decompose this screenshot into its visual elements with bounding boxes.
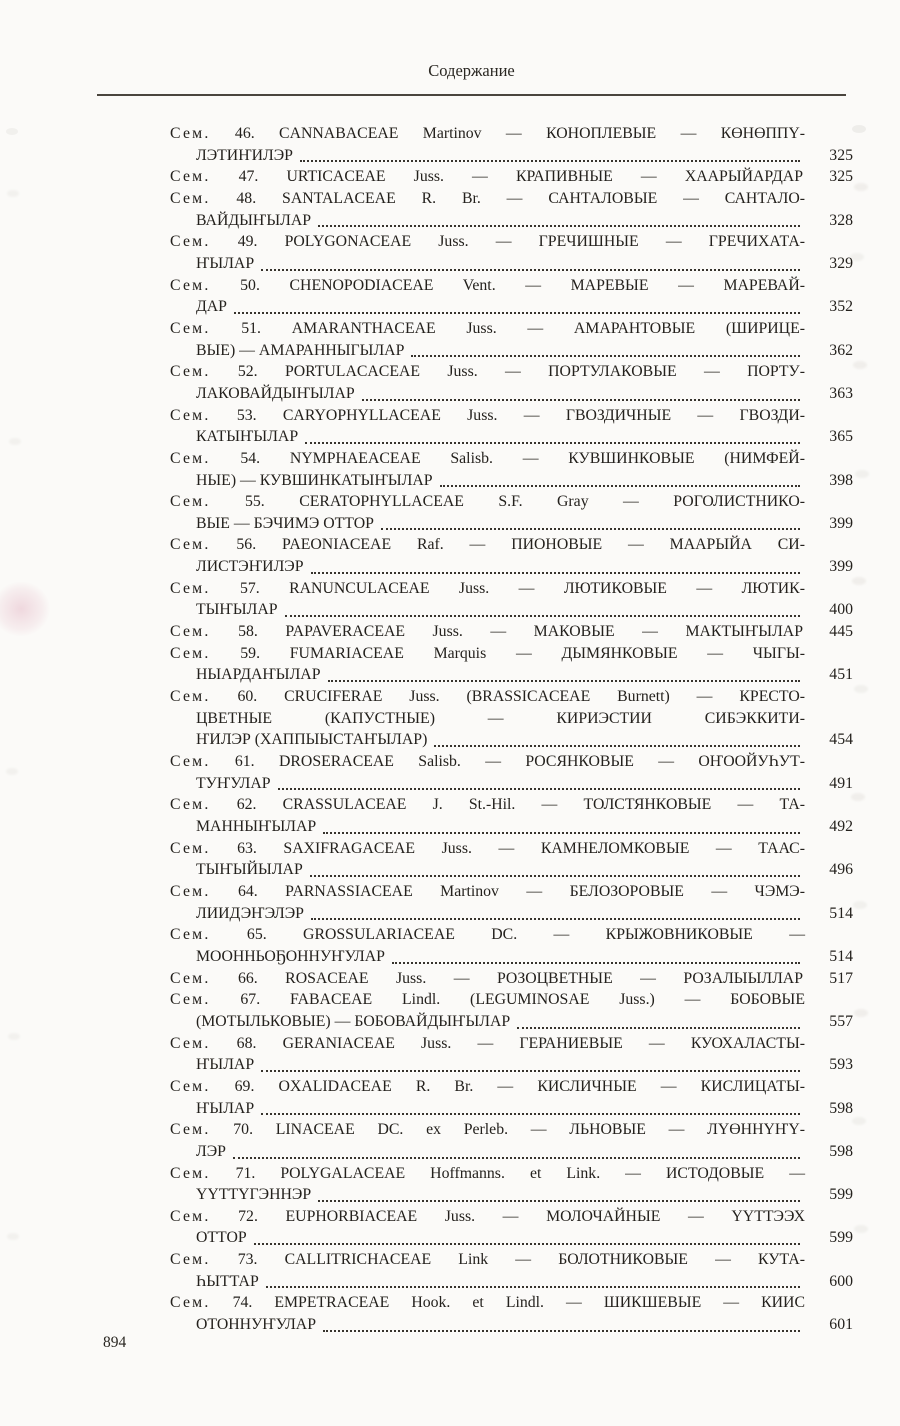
toc-entry-text: PARNASSIACEAE Martinov — БЕЛОЗОРОВЫЕ — ЧЭМЭ- <box>285 882 805 900</box>
toc-entry <box>170 989 853 1032</box>
toc-entry <box>170 123 853 166</box>
toc-line <box>170 816 853 838</box>
toc-page-number: 598 <box>829 1142 853 1160</box>
toc-line-text: ОТТОР <box>196 1229 247 1247</box>
header-rule <box>97 94 846 96</box>
toc-entry-text: SAXIFRAGACEAE Juss. — КАМНЕЛОМКОВЫЕ — ТААС- <box>283 839 805 857</box>
toc-entry-text: NYMPHAEACEAE Salisb. — КУВШИНКОВЫЕ (НИМФЕЙ- <box>289 449 805 467</box>
toc-entry <box>170 491 853 534</box>
toc-line <box>170 470 853 492</box>
toc-line <box>170 210 853 232</box>
family-number: 51. <box>210 319 292 337</box>
toc-line <box>170 1227 853 1249</box>
family-label: Сем. <box>170 969 211 987</box>
toc-entry <box>170 1076 853 1119</box>
toc-page-number: 601 <box>829 1316 853 1334</box>
toc-page-number: 400 <box>829 601 853 619</box>
toc-line <box>170 513 853 535</box>
toc-line <box>170 231 853 253</box>
dot-leader <box>305 442 800 444</box>
toc-line-text: МАННЫҤЫЛАР <box>196 818 317 835</box>
toc-page-number: 600 <box>829 1272 853 1290</box>
toc-entry-text: URTICACEAE Juss. — КРАПИВНЫЕ — ХААРЫЙАРДАР <box>286 168 803 186</box>
toc-line-text: ҺЫТТАР <box>196 1272 259 1290</box>
family-number: 70. <box>210 1121 276 1139</box>
toc-line-text: ВАЙДЫҤЫЛАР <box>196 211 312 229</box>
toc-entry <box>170 361 853 404</box>
toc-entry-text: PAEONIACEAE Raf. — ПИОНОВЫЕ — МААРЫЙА СИ- <box>281 536 805 554</box>
family-number: 49. <box>210 233 285 251</box>
family-number: 55. <box>210 493 300 511</box>
toc-entry-text: CALLITRICHACEAE Link — БОЛОТНИКОВЫЕ — КУТА- <box>284 1251 805 1269</box>
toc-line-text: ОТОННУҤУЛАР <box>196 1316 317 1334</box>
family-number: 63. <box>210 839 284 857</box>
toc-line <box>170 621 853 643</box>
toc-entry <box>170 686 853 751</box>
toc-page-number: 325 <box>829 168 853 186</box>
toc-line-text: ҮҮТТҮГЭННЭР <box>196 1186 312 1204</box>
dot-leader <box>261 269 800 271</box>
family-label: Сем. <box>170 363 211 381</box>
toc-entry-text: CERATOPHYLLACEAE S.F. Gray — РОГОЛИСТНИКО- <box>299 493 805 511</box>
toc-line <box>170 1119 853 1141</box>
family-number: 73. <box>210 1251 285 1269</box>
toc-line <box>170 664 853 686</box>
toc-line <box>170 903 853 925</box>
family-number: 62. <box>210 796 283 814</box>
toc-line <box>170 859 853 881</box>
family-label: Сем. <box>170 1207 211 1225</box>
family-label: Сем. <box>170 1251 211 1269</box>
toc-entry <box>170 1292 853 1335</box>
toc-entry <box>170 1163 853 1206</box>
toc-entry-text: DROSERACEAE Salisb. — РОСЯНКОВЫЕ — ОҤООЙУҺУТ- <box>278 753 805 771</box>
family-label: Сем. <box>170 189 211 207</box>
family-label: Сем. <box>170 449 211 467</box>
family-number: 47. <box>210 168 287 186</box>
family-label: Сем. <box>170 1294 211 1312</box>
toc-line <box>170 578 853 600</box>
family-label: Сем. <box>170 882 211 900</box>
toc-list <box>170 123 853 1336</box>
toc-line <box>170 946 853 968</box>
family-number: 57. <box>210 579 290 597</box>
toc-line-text: ҤИЛЭР (ХАППЫЫСТАҤЫЛАР) <box>196 731 428 749</box>
family-number: 69. <box>210 1077 279 1095</box>
pink-ink-stain <box>0 572 60 646</box>
toc-line <box>170 924 853 946</box>
page-header-title: Содержание <box>428 61 515 80</box>
family-label: Сем. <box>170 796 211 814</box>
toc-entry <box>170 751 853 794</box>
toc-line-text: ҤЫЛАР <box>196 1099 255 1117</box>
dot-leader <box>266 1286 800 1288</box>
family-label: Сем. <box>170 168 211 186</box>
toc-page-number: 451 <box>829 666 853 684</box>
toc-line-text: НЫАРДАҤЫЛАР <box>196 666 321 684</box>
dot-leader <box>411 355 800 357</box>
dot-leader <box>318 225 800 227</box>
toc-page-number: 363 <box>829 384 853 402</box>
dot-leader <box>392 962 800 964</box>
toc-line-text: ЛЭТИҤИЛЭР <box>196 146 293 164</box>
dot-leader <box>261 1070 800 1072</box>
toc-entry <box>170 318 853 361</box>
toc-line-text: ДАР <box>196 298 227 316</box>
toc-line <box>170 1163 853 1185</box>
toc-page-number: 599 <box>829 1229 853 1247</box>
toc-line <box>170 686 853 708</box>
toc-line <box>170 838 853 860</box>
dot-leader <box>323 832 800 834</box>
toc-entry <box>170 794 853 837</box>
family-number: 67. <box>210 991 290 1009</box>
toc-line <box>170 556 853 578</box>
toc-line <box>170 1098 853 1120</box>
dot-leader <box>381 528 800 530</box>
family-number: 60. <box>210 688 285 706</box>
toc-page-number: 496 <box>829 861 853 879</box>
toc-entry <box>170 448 853 491</box>
toc-page-number: 329 <box>829 254 853 272</box>
family-label: Сем. <box>170 276 211 294</box>
toc-line-text: НЫЕ) — КУВШИНКАТЫҤЫЛАР <box>196 471 433 489</box>
family-number: 71. <box>210 1164 281 1182</box>
toc-line <box>170 881 853 903</box>
family-label: Сем. <box>170 926 211 944</box>
dot-leader <box>328 680 801 682</box>
family-number: 74. <box>210 1294 275 1312</box>
toc-entry-text: CARYOPHYLLACEAE Juss. — ГВОЗДИЧНЫЕ — ГВОЗДИ- <box>282 406 805 424</box>
family-label: Сем. <box>170 406 211 424</box>
dot-leader <box>254 1243 800 1245</box>
toc-entry <box>170 405 853 448</box>
toc-entry-text: CRUCIFERAE Juss. (BRASSICACEAE Burnett) — КРЕСТО- <box>284 688 805 706</box>
family-number: 58. <box>210 623 286 641</box>
family-label: Сем. <box>170 493 211 511</box>
toc-page-number: 557 <box>829 1012 853 1030</box>
toc-line <box>170 1054 853 1076</box>
family-number: 48. <box>210 189 283 207</box>
toc-entry-text: LINACEAE DC. ex Perleb. — ЛЬНОВЫЕ — ЛҮӨННҮҤҮ- <box>275 1121 805 1139</box>
family-label: Сем. <box>170 753 211 771</box>
toc-page-number: 325 <box>829 146 853 164</box>
toc-line <box>170 123 853 145</box>
toc-entry <box>170 1033 853 1076</box>
toc-page-number: 514 <box>829 947 853 965</box>
toc-line <box>170 405 853 427</box>
toc-entry-text: PAPAVERACEAE Juss. — МАКОВЫЕ — МАКТЫҤЫЛАР <box>285 623 803 641</box>
toc-line-text <box>170 621 809 643</box>
family-number: 66. <box>210 969 286 987</box>
toc-line-text: ВЫЕ) — АМАРАННЫГЫЛАР <box>196 341 405 359</box>
toc-line-text: (МОТЫЛЬКОВЫЕ) — БОБОВАЙДЫҤЫЛАР <box>196 1012 511 1030</box>
toc-entry <box>170 1249 853 1292</box>
dot-leader <box>323 1330 800 1332</box>
toc-entry-text: POLYGONACEAE Juss. — ГРЕЧИШНЫЕ — ГРЕЧИХАТА- <box>284 233 805 251</box>
toc-line <box>170 599 853 621</box>
toc-line <box>170 643 853 665</box>
toc-entry <box>170 621 853 643</box>
dot-leader <box>311 572 800 574</box>
toc-entry <box>170 578 853 621</box>
toc-page-number: 399 <box>829 514 853 532</box>
toc-line <box>170 1184 853 1206</box>
family-label: Сем. <box>170 1077 211 1095</box>
toc-page-number: 491 <box>829 774 853 792</box>
toc-entry <box>170 534 853 577</box>
family-label: Сем. <box>170 536 211 554</box>
toc-line <box>170 1141 853 1163</box>
family-label: Сем. <box>170 991 211 1009</box>
dot-leader <box>278 788 800 790</box>
toc-page-number: 399 <box>829 558 853 576</box>
toc-line <box>170 145 853 167</box>
toc-page-number: 362 <box>829 341 853 359</box>
toc-line <box>170 1206 853 1228</box>
toc-line <box>170 275 853 297</box>
toc-entry <box>170 643 853 686</box>
toc-line <box>170 383 853 405</box>
toc-line-text: ЛЭР <box>196 1142 226 1160</box>
family-label: Сем. <box>170 1034 211 1052</box>
toc-line <box>170 491 853 513</box>
toc-line <box>170 426 853 448</box>
toc-line <box>170 534 853 556</box>
toc-line-text: КАТЫҤЫЛАР <box>196 428 299 446</box>
toc-line <box>170 773 853 795</box>
toc-line-text <box>170 968 809 990</box>
toc-page-number: 454 <box>829 731 853 749</box>
toc-line <box>170 1011 853 1033</box>
family-number: 52. <box>210 363 285 381</box>
toc-line-text: ТЫҤЫЙЫЛАР <box>196 861 303 879</box>
toc-line <box>170 794 853 816</box>
toc-entry <box>170 231 853 274</box>
toc-line <box>170 1033 853 1055</box>
family-label: Сем. <box>170 688 211 706</box>
toc-page-number: 352 <box>829 298 853 316</box>
toc-line <box>170 253 853 275</box>
toc-line <box>170 448 853 470</box>
toc-entry-text: ROSACEAE Juss. — РОЗОЦВЕТНЫЕ — РОЗАЛЫЫЛЛАР <box>285 969 803 987</box>
toc-page-number: 598 <box>829 1099 853 1117</box>
toc-line-text <box>170 166 809 188</box>
dot-leader <box>261 1113 800 1115</box>
toc-line-text: ВЫЕ — БЭЧИМЭ ОТТОР <box>196 514 374 532</box>
toc-entry <box>170 838 853 881</box>
toc-line-text: ЛИИДЭҤЭЛЭР <box>196 904 304 922</box>
family-label: Сем. <box>170 623 211 641</box>
dot-leader <box>440 485 800 487</box>
family-number: 56. <box>210 536 282 554</box>
toc-page-number: 593 <box>829 1056 853 1074</box>
toc-line <box>170 1076 853 1098</box>
family-label: Сем. <box>170 125 211 142</box>
family-label: Сем. <box>170 579 211 597</box>
family-number: 72. <box>210 1207 286 1225</box>
toc-entry-text: CRASSULACEAE J. St.-Hil. — ТОЛСТЯНКОВЫЕ — ТА- <box>282 796 805 814</box>
dot-leader <box>300 160 800 162</box>
toc-line <box>170 340 853 362</box>
family-label: Сем. <box>170 1121 211 1139</box>
toc-line <box>170 1314 853 1336</box>
family-number: 68. <box>210 1034 283 1052</box>
toc-entry <box>170 881 853 924</box>
family-label: Сем. <box>170 1164 211 1182</box>
family-number: 50. <box>210 276 290 294</box>
toc-line-text: ЛИСТЭҤИЛЭР <box>196 558 304 576</box>
toc-line: ЦВЕТНЫЕ (КАПУСТНЫЕ) — КИРИЭСТИИ СИБЭККИТИ- <box>196 709 805 727</box>
family-number: 46. <box>210 125 280 142</box>
family-label: Сем. <box>170 233 211 251</box>
dot-leader <box>311 918 800 920</box>
dot-leader <box>234 312 800 314</box>
toc-entry-text: POLYGALACEAE Hoffmanns. et Link. — ИСТОДОВЫЕ — <box>280 1164 805 1182</box>
bleed-through-marks-left <box>6 128 18 135</box>
toc-entry-text: FUMARIACEAE Marquis — ДЫМЯНКОВЫЕ — ЧЫГЫ- <box>289 644 805 662</box>
family-label: Сем. <box>170 319 211 337</box>
family-number: 53. <box>210 406 283 424</box>
family-number: 64. <box>210 882 286 900</box>
dot-leader <box>434 745 800 747</box>
toc-entry-text: GROSSULARIACEAE DC. — КРЫЖОВНИКОВЫЕ — <box>303 926 805 944</box>
toc-page-number: 514 <box>829 904 853 922</box>
family-number: 65. <box>210 926 304 944</box>
toc-line <box>170 729 853 751</box>
toc-entry-text: GERANIACEAE Juss. — ГЕРАНИЕВЫЕ — КУОХАЛАСТЫ- <box>282 1034 805 1052</box>
toc-page-number: 365 <box>829 428 853 446</box>
toc-line-text: ЛАКОВАЙДЫҤЫЛАР <box>196 384 355 402</box>
family-label: Сем. <box>170 839 211 857</box>
bleed-through-marks-right <box>852 125 866 133</box>
toc-line <box>170 1271 853 1293</box>
toc-entry <box>170 1206 853 1249</box>
running-head <box>97 61 846 81</box>
dot-leader <box>362 399 800 401</box>
toc-entry <box>170 275 853 318</box>
toc-page-number: 517 <box>829 969 853 987</box>
toc-page-number: 328 <box>829 211 853 229</box>
toc-page-number: 492 <box>829 818 853 835</box>
toc-page-number: 599 <box>829 1186 853 1204</box>
toc-entry <box>170 188 853 231</box>
family-number: 54. <box>210 449 290 467</box>
toc-entry <box>170 1119 853 1162</box>
toc-page-number: 398 <box>829 471 853 489</box>
page-number-footer: 894 <box>103 1334 127 1351</box>
toc-entry <box>170 968 853 990</box>
dot-leader <box>318 1200 800 1202</box>
toc-line-text: МООННЬОҔОННУҤУЛАР <box>196 947 385 965</box>
toc-line <box>170 989 853 1011</box>
dot-leader <box>517 1027 800 1029</box>
toc-line <box>170 296 853 318</box>
toc-line <box>170 1292 853 1314</box>
dot-leader <box>285 615 800 617</box>
toc-line <box>170 318 853 340</box>
family-number: 61. <box>210 753 279 771</box>
toc-line-text: ТУҤУЛАР <box>196 774 271 792</box>
toc-entry-text: EMPETRACEAE Hook. et Lindl. — ШИКШЕВЫЕ — КИИС <box>274 1294 805 1312</box>
toc-page-number: 445 <box>829 623 853 641</box>
toc-entry-text: CHENOPODIACEAE Vent. — МАРЕВЫЕ — МАРЕВАЙ- <box>289 276 805 294</box>
toc-entry-text: SANTALACEAE R. Br. — САНТАЛОВЫЕ — САНТАЛО- <box>282 189 805 207</box>
toc-entry-text: PORTULACACEAE Juss. — ПОРТУЛАКОВЫЕ — ПОРТУ- <box>284 363 805 381</box>
toc-entry-text: AMARANTHACEAE Juss. — АМАРАНТОВЫЕ (ШИРИЦЕ- <box>291 319 805 337</box>
toc-entry-text: EUPHORBIACEAE Juss. — МОЛОЧАЙНЫЕ — ҮҮТТЭЭХ <box>285 1207 805 1225</box>
family-number: 59. <box>210 644 290 662</box>
toc-line-text: ТЫҤЫЛАР <box>196 601 278 619</box>
toc-line <box>170 751 853 773</box>
toc-entry <box>170 924 853 967</box>
toc-entry-text: OXALIDACEAE R. Br. — КИСЛИЧНЫЕ — КИСЛИЦАТЫ- <box>278 1077 805 1095</box>
dot-leader <box>233 1157 800 1159</box>
toc-line <box>170 1249 853 1271</box>
dot-leader <box>310 875 800 877</box>
toc-line <box>170 361 853 383</box>
toc-entry-text: CANNABACEAE Martinov — КОНОПЛЕВЫЕ — КӨНӨППҮ- <box>279 125 805 142</box>
toc-line-text: ҤЫЛАР <box>196 254 255 272</box>
family-label: Сем. <box>170 644 211 662</box>
toc-entry <box>170 166 853 188</box>
toc-entry-text: FABACEAE Lindl. (LEGUMINOSAE Juss.) — БОБОВЫЕ <box>289 991 805 1009</box>
toc-entry-text: RANUNCULACEAE Juss. — ЛЮТИКОВЫЕ — ЛЮТИК- <box>289 579 805 597</box>
toc-line-text: ҤЫЛАР <box>196 1056 255 1074</box>
toc-line <box>170 188 853 210</box>
toc-line <box>170 166 853 188</box>
toc-line <box>170 968 853 990</box>
